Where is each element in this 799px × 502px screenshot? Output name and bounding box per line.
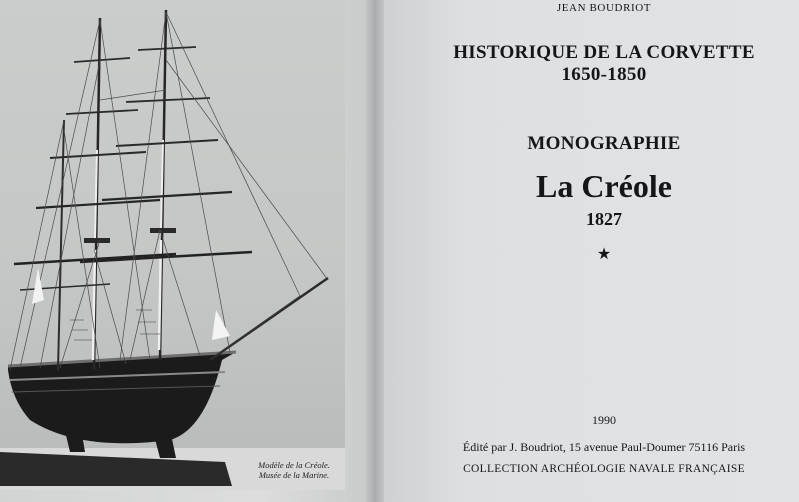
- publication-year: 1990: [592, 413, 616, 427]
- caption-line-2: Musée de la Marine.: [258, 470, 330, 480]
- series-title-line-1: HISTORIQUE DE LA CORVETTE: [453, 42, 755, 63]
- author-name: JEAN BOUDRIOT: [556, 2, 652, 14]
- publisher-line: Édité par J. Boudriot, 15 avenue Paul-Doumer 75116 Paris: [462, 440, 746, 454]
- series-title-line-2: 1650-1850: [561, 64, 647, 85]
- collection-name: COLLECTION ARCHÉOLOGIE NAVALE FRANÇAISE: [463, 463, 745, 475]
- photo-caption: [246, 460, 342, 480]
- ship-model-illustration: [0, 0, 345, 490]
- left-page: [0, 0, 372, 502]
- series-title: [384, 42, 799, 86]
- title-page: [384, 0, 799, 502]
- star-ornament-icon: ★: [596, 246, 612, 263]
- monograph-label: MONOGRAPHIE: [527, 133, 681, 154]
- caption-line-1: Modèle de la Créole.: [258, 460, 330, 470]
- ship-year: 1827: [586, 209, 622, 229]
- ship-model-photo: [0, 0, 345, 490]
- book-gutter: [366, 0, 386, 502]
- ship-name: La Créole: [536, 168, 672, 204]
